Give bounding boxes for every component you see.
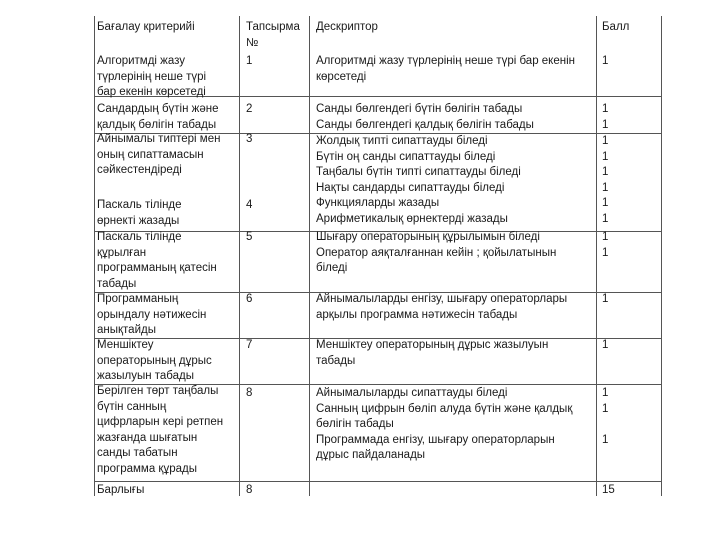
header-task: Тапсырма № [246,21,300,49]
score-cell: 1 1 1 [602,387,609,446]
grid-line [661,16,662,496]
descriptor-cell: Жолдық типті сипаттауды біледі Бүтін оң санды сипаттауды біледі Таңбалы бүтін типті сипаттауды біледі Нақты сандарды сипаттауды біледі Функцияларды жазады Арифметикалық өрнектерді жазады [316,135,521,225]
score-cell: 1 [602,55,609,67]
total-score: 15 [602,484,615,496]
criterion-cell: Паскаль тілінде құрылған программаның қатесін табады [97,231,217,290]
criterion-cell: Паскаль тілінде өрнекті жазады [97,199,182,227]
header-descriptor: Дескриптор [316,21,378,33]
criterion-cell: Айнымалы типтері мен оның сипаттамасын сәйкестендіреді [97,133,221,176]
descriptor-cell: Шығару операторының құрылымын біледі Оператор аяқталғаннан кейін ; қойылатынын біледі [316,231,557,274]
criterion-cell: Алгоритмді жазу түрлерінің неше түрі бар екенін көрсетеді [97,55,207,98]
task-number: 8 [246,387,253,399]
grid-line [239,16,240,496]
criterion-cell: Берілген төрт таңбалы бүтін санның цифрларын кері ретпен жазғанда шығатын санды табатын программа құрады [97,385,224,475]
score-cell: 1 [602,339,609,351]
row-divider [94,481,662,482]
score-cell: 1 1 [602,231,609,259]
descriptor-cell: Меншіктеу операторының дұрыс жазылуын табады [316,339,549,367]
criterion-cell: Сандардың бүтін және қалдық бөлігін табады [97,103,219,131]
header-score: Балл [602,21,630,33]
descriptor-cell: Айнымалыларды сипаттауды біледі Санның цифрын бөліп алуда бүтін және қалдық бөлігін табады Программада енгізу, шығару операторларын дұрыс пайдаланады [316,387,573,461]
total-task: 8 [246,484,253,496]
criterion-cell: Программаның орындалу нәтижесін анықтайды [97,293,207,336]
assessment-table [94,16,662,496]
task-number: 3 [246,133,253,145]
score-cell: 1 1 [602,103,609,131]
header-criterion: Бағалау критерийі [97,21,195,33]
task-number: 4 [246,199,253,211]
task-number: 7 [246,339,253,351]
total-label: Барлығы [97,484,145,496]
score-cell: 1 [602,293,609,305]
grid-line [596,16,597,496]
task-number: 5 [246,231,253,243]
criterion-cell: Меншіктеу операторының дұрыс жазылуын табады [97,339,212,382]
grid-line [94,16,95,496]
task-number: 2 [246,103,253,115]
task-number: 1 [246,55,253,67]
descriptor-cell: Алгоритмді жазу түрлерінің неше түрі бар екенін көрсетеді [316,55,575,83]
grid-line [309,16,310,496]
descriptor-cell: Санды бөлгендегі бүтін бөлігін табады Санды бөлгендегі қалдық бөлігін табады [316,103,534,131]
descriptor-cell: Айнымалыларды енгізу, шығару операторлары арқылы программа нәтижесін табады [316,293,568,321]
task-number: 6 [246,293,253,305]
score-cell: 1 1 1 1 1 1 [602,135,609,225]
